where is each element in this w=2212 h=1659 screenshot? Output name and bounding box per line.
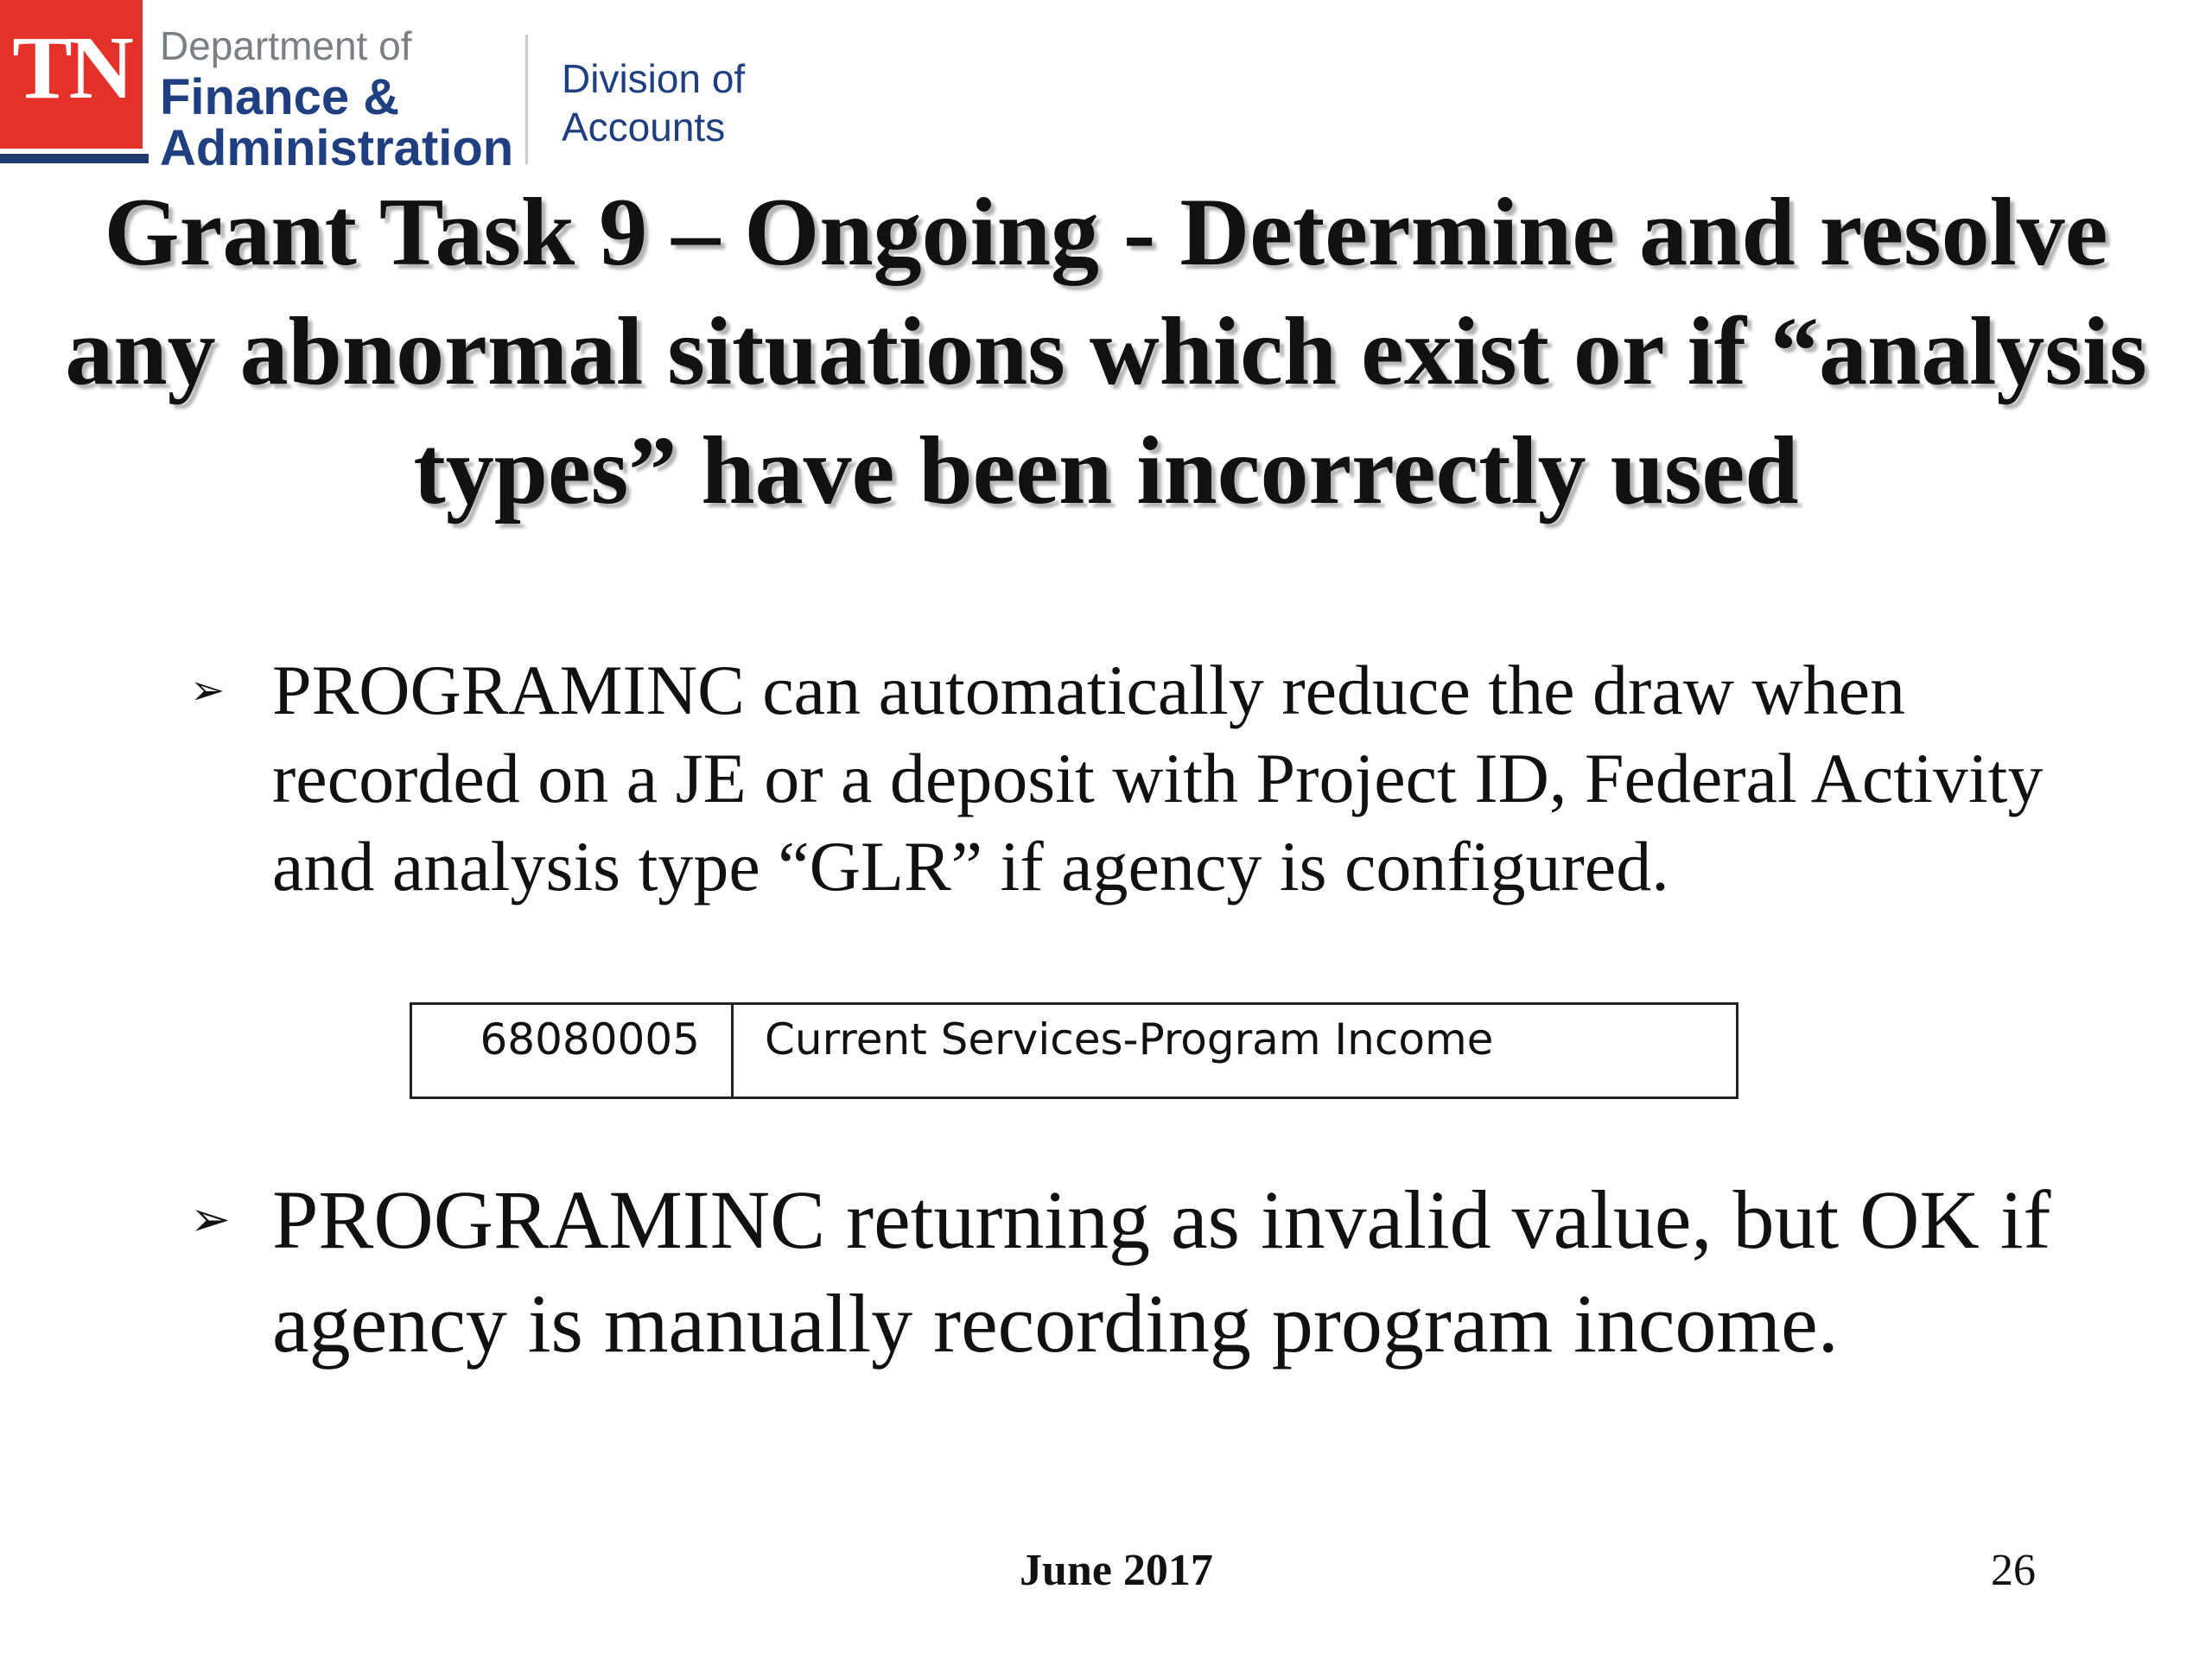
arrow-bullet-icon: ➢ <box>190 1192 231 1248</box>
department-name-line1: Finance & <box>160 69 400 125</box>
department-name-line2: Administration <box>160 120 514 176</box>
logo-divider <box>525 35 528 164</box>
logo-underline <box>0 154 149 163</box>
division-label-line1: Division of <box>562 56 746 101</box>
bullet-text: PROGRAMINC returning as invalid value, but OK if agency is manually recording program income. <box>272 1173 2051 1370</box>
division-label-line2: Accounts <box>562 105 726 149</box>
footer-date: June 2017 <box>1020 1546 1213 1595</box>
slide-title: Grant Task 9 – Ongoing - Determine and resolve any abnormal situations which exist or if “analysis types” have been incorrectly used <box>65 179 2147 524</box>
account-description-cell: Current Services-Program Income <box>765 1014 1494 1065</box>
arrow-bullet-icon: ➢ <box>190 666 226 715</box>
department-label: Department of <box>160 23 412 68</box>
bullet-item <box>190 1168 2091 1376</box>
account-table <box>410 1002 1738 1099</box>
tn-logo-mark: TN <box>12 18 130 118</box>
bullet-text: PROGRAMINC can automatically reduce the draw when recorded on a JE or a deposit with Project ID, Federal Activity and analysis type “GLR” if agency is configured. <box>272 651 2044 906</box>
tn-logo <box>0 0 143 149</box>
page-number: 26 <box>1991 1546 2036 1595</box>
account-code-cell: 68080005 <box>412 1005 734 1096</box>
bullet-item <box>190 646 2056 911</box>
